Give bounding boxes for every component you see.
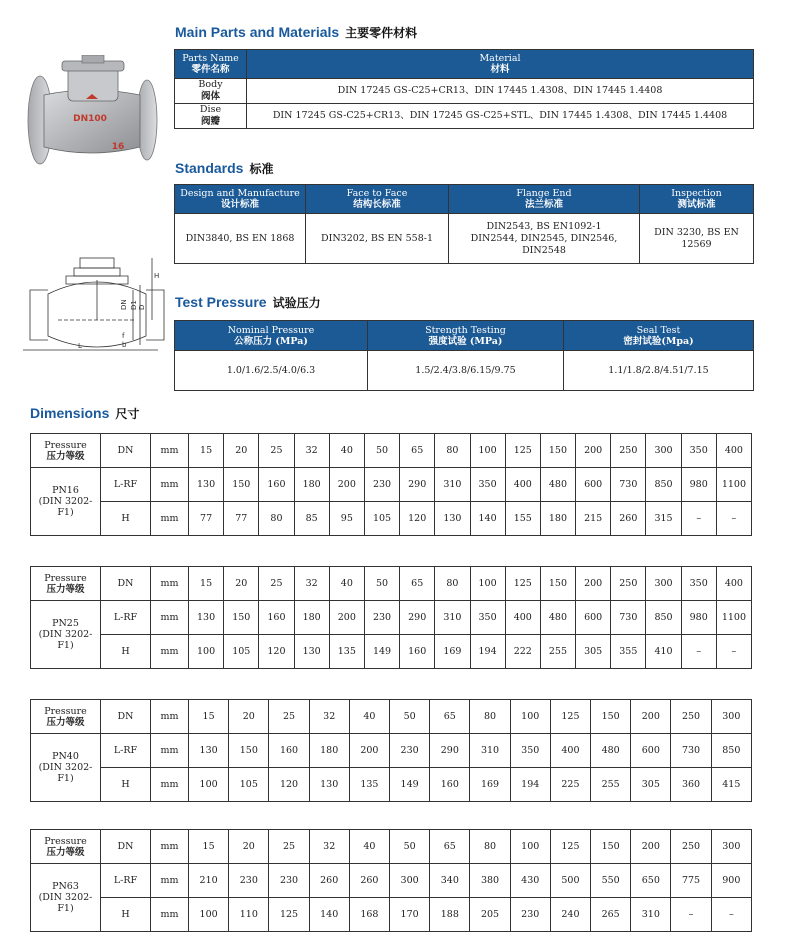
h-cell: 77 [224,502,259,536]
l-cell: 380 [470,864,510,898]
main-parts-title-en: Main Parts and Materials [175,24,340,40]
l-cell: 900 [711,864,751,898]
h-cell: 77 [189,502,224,536]
unit-label: mm [151,864,189,898]
dimension-table [30,433,752,536]
unit-label: mm [151,601,189,635]
dn-cell: 150 [540,567,575,601]
dim-label-l: L [78,342,82,350]
h-cell: 360 [671,768,711,802]
dn-cell: 300 [646,567,681,601]
test-pressure-header: Strength Testing 强度试验 (MPa) [368,321,564,351]
pressure-class-label: PN40 (DIN 3202-F1) [31,734,101,802]
h-cell: 105 [229,768,269,802]
h-cell: 355 [611,635,646,669]
row-label-l: L-RF [101,468,151,502]
l-cell: 290 [430,734,470,768]
h-cell: 240 [550,898,590,932]
dn-cell: 15 [189,830,229,864]
row-label-h: H [101,635,151,669]
table-row: DIN3840, BS EN 1868 DIN3202, BS EN 558-1 DIN2543, BS EN1092-1 DIN2544, DIN2545, DIN2546, DIN2548 DIN 3230, BS EN 12569 [175,214,754,264]
valve-drawing [18,250,168,365]
pressure-class-label: PN25 (DIN 3202-F1) [31,601,101,669]
dn-cell: 15 [189,567,224,601]
test-pressure-title-cn: 试验压力 [272,296,321,310]
row-label-h: H [101,898,151,932]
dn-cell: 32 [294,567,329,601]
dn-cell: 40 [329,434,364,468]
standards-title-cn: 标准 [249,162,274,176]
h-cell: 305 [631,768,671,802]
valve-marking-pn: 16 [111,142,125,152]
h-cell: 255 [591,768,631,802]
dn-cell: 80 [470,830,510,864]
standards-header: Flange End 法兰标准 [449,185,640,214]
standards-title-en: Standards [175,160,244,176]
table-row [31,567,752,601]
l-cell: 600 [631,734,671,768]
h-cell: 95 [329,502,364,536]
standards-header: Face to Face 结构长标准 [306,185,449,214]
l-cell: 160 [259,468,294,502]
dn-cell: 250 [671,700,711,734]
valve-marking-dn: DN100 [73,114,107,124]
h-cell: 135 [329,635,364,669]
parts-name-header: Parts Name 零件名称 [175,50,247,79]
h-cell: 315 [646,502,681,536]
h-cell: 130 [309,768,349,802]
dn-cell: 200 [576,434,611,468]
h-cell: 168 [349,898,389,932]
l-cell: 310 [435,601,470,635]
h-cell: 255 [540,635,575,669]
unit-label: mm [151,567,189,601]
dn-cell: 125 [550,830,590,864]
test-pressure-header: Seal Test 密封试验(Mpa) [564,321,754,351]
table-row [31,864,752,898]
dimensions-title-en: Dimensions [30,405,110,421]
dn-cell: 300 [646,434,681,468]
dn-cell: 32 [309,700,349,734]
h-cell: 205 [470,898,510,932]
unit-label: mm [151,635,189,669]
h-cell: 160 [400,635,435,669]
l-cell: 310 [470,734,510,768]
row-label-l: L-RF [101,734,151,768]
dimension-table [30,699,752,802]
h-cell: – [716,502,751,536]
unit-label: mm [151,700,189,734]
l-cell: 160 [259,601,294,635]
table-row: 1.0/1.6/2.5/4.0/6.3 1.5/2.4/3.8/6.15/9.75 1.1/1.8/2.8/4.51/7.15 [175,351,754,391]
dn-cell: 100 [510,700,550,734]
dim-label-d1: D1 [130,300,138,310]
dn-cell: 80 [435,434,470,468]
h-cell: 410 [646,635,681,669]
l-cell: 850 [646,468,681,502]
l-cell: 480 [540,601,575,635]
test-pressure-title [175,294,321,311]
l-cell: 480 [591,734,631,768]
main-parts-title [175,24,417,41]
pressure-label: Pressure 压力等级 [31,830,101,864]
l-cell: 500 [550,864,590,898]
test-pressure-table [174,320,754,391]
dn-cell: 250 [671,830,711,864]
h-cell: – [671,898,711,932]
l-cell: 290 [400,468,435,502]
unit-label: mm [151,768,189,802]
dn-cell: 40 [349,830,389,864]
l-cell: 230 [269,864,309,898]
l-cell: 650 [631,864,671,898]
dim-label-dn: DN [120,299,128,310]
dn-cell: 80 [435,567,470,601]
dn-cell: 300 [711,830,751,864]
dimensions-title-cn: 尺寸 [115,407,140,421]
table-row [31,468,752,502]
dim-label-d: D [138,304,146,310]
row-label-dn: DN [101,700,151,734]
h-cell: 194 [510,768,550,802]
row-label-dn: DN [101,567,151,601]
dn-cell: 200 [631,700,671,734]
table-row: Dise 阀瓣 DIN 17245 GS-C25+CR13、DIN 17245 GS-C25+STL、DIN 17445 1.4308、DIN 17445 1.4408 [175,104,754,129]
dn-cell: 350 [681,434,716,468]
h-cell: 188 [430,898,470,932]
l-cell: 230 [390,734,430,768]
dn-cell: 125 [505,434,540,468]
dn-cell: 65 [400,567,435,601]
dn-cell: 50 [364,567,399,601]
l-cell: 310 [435,468,470,502]
table-row [31,601,752,635]
table-row [31,434,752,468]
standards-title [175,160,273,177]
h-cell: 120 [269,768,309,802]
row-label-l: L-RF [101,864,151,898]
dn-cell: 150 [591,830,631,864]
l-cell: 260 [309,864,349,898]
standards-header: Design and Manufacture 设计标准 [175,185,306,214]
dn-cell: 150 [591,700,631,734]
l-cell: 180 [294,601,329,635]
h-cell: 230 [510,898,550,932]
h-cell: 180 [540,502,575,536]
unit-label: mm [151,830,189,864]
main-parts-table [174,49,754,129]
pressure-label: Pressure 压力等级 [31,700,101,734]
dn-cell: 80 [470,700,510,734]
l-cell: 230 [364,468,399,502]
l-cell: 980 [681,601,716,635]
h-cell: 260 [611,502,646,536]
h-cell: 80 [259,502,294,536]
table-row [31,635,752,669]
h-cell: 225 [550,768,590,802]
h-cell: 415 [711,768,751,802]
l-cell: 550 [591,864,631,898]
h-cell: 135 [349,768,389,802]
dn-cell: 400 [716,434,751,468]
h-cell: 100 [189,635,224,669]
table-row [31,768,752,802]
h-cell: 130 [294,635,329,669]
dn-cell: 50 [390,830,430,864]
l-cell: 350 [470,601,505,635]
dn-cell: 20 [224,567,259,601]
l-cell: 210 [189,864,229,898]
test-pressure-header: Nominal Pressure 公称压力 (MPa) [175,321,368,351]
l-cell: 775 [671,864,711,898]
unit-label: mm [151,898,189,932]
l-cell: 400 [505,601,540,635]
h-cell: 194 [470,635,505,669]
h-cell: 85 [294,502,329,536]
dn-cell: 40 [329,567,364,601]
h-cell: 265 [591,898,631,932]
dimension-table [30,566,752,669]
pressure-class-label: PN63 (DIN 3202-F1) [31,864,101,932]
dn-cell: 20 [229,830,269,864]
dn-cell: 250 [611,567,646,601]
h-cell: 149 [390,768,430,802]
l-cell: 200 [329,468,364,502]
h-cell: 310 [631,898,671,932]
dimension-table [30,829,752,932]
table-row [31,830,752,864]
dimensions-title [30,405,139,422]
h-cell: 215 [576,502,611,536]
pressure-class-label: PN16 (DIN 3202-F1) [31,468,101,536]
table-row [31,502,752,536]
unit-label: mm [151,468,189,502]
unit-label: mm [151,502,189,536]
valve-photo [20,55,170,175]
dn-cell: 32 [294,434,329,468]
dn-cell: 15 [189,700,229,734]
l-cell: 150 [224,601,259,635]
l-cell: 260 [349,864,389,898]
l-cell: 600 [576,468,611,502]
dn-cell: 250 [611,434,646,468]
h-cell: 125 [269,898,309,932]
h-cell: – [711,898,751,932]
l-cell: 300 [390,864,430,898]
h-cell: 120 [400,502,435,536]
l-cell: 130 [189,601,224,635]
l-cell: 850 [711,734,751,768]
dn-cell: 40 [349,700,389,734]
dn-cell: 32 [309,830,349,864]
l-cell: 730 [611,468,646,502]
h-cell: 305 [576,635,611,669]
l-cell: 730 [671,734,711,768]
h-cell: 170 [390,898,430,932]
test-pressure-title-en: Test Pressure [175,294,267,310]
l-cell: 130 [189,468,224,502]
l-cell: 160 [269,734,309,768]
h-cell: 149 [364,635,399,669]
l-cell: 1100 [716,468,751,502]
unit-label: mm [151,434,189,468]
h-cell: 160 [430,768,470,802]
l-cell: 400 [505,468,540,502]
dn-cell: 100 [470,567,505,601]
pressure-label: Pressure 压力等级 [31,567,101,601]
l-cell: 200 [329,601,364,635]
l-cell: 480 [540,468,575,502]
l-cell: 350 [510,734,550,768]
row-label-h: H [101,502,151,536]
dim-label-h: H [154,272,160,280]
l-cell: 1100 [716,601,751,635]
dn-cell: 25 [259,567,294,601]
l-cell: 200 [349,734,389,768]
h-cell: 120 [259,635,294,669]
l-cell: 230 [229,864,269,898]
h-cell: 169 [470,768,510,802]
l-cell: 400 [550,734,590,768]
unit-label: mm [151,734,189,768]
h-cell: 105 [224,635,259,669]
h-cell: 105 [364,502,399,536]
l-cell: 600 [576,601,611,635]
dim-label-b: b [122,341,127,349]
table-row [31,898,752,932]
standards-header: Inspection 测试标准 [640,185,754,214]
dn-cell: 50 [364,434,399,468]
dn-cell: 20 [229,700,269,734]
dn-cell: 300 [711,700,751,734]
row-label-dn: DN [101,434,151,468]
l-cell: 230 [364,601,399,635]
dn-cell: 125 [550,700,590,734]
dn-cell: 65 [430,700,470,734]
row-label-dn: DN [101,830,151,864]
row-label-h: H [101,768,151,802]
dn-cell: 20 [224,434,259,468]
h-cell: – [681,502,716,536]
dn-cell: 125 [505,567,540,601]
standards-table [174,184,754,264]
dn-cell: 65 [400,434,435,468]
dn-cell: 350 [681,567,716,601]
pressure-label: Pressure 压力等级 [31,434,101,468]
l-cell: 130 [189,734,229,768]
h-cell: 100 [189,768,229,802]
main-parts-title-cn: 主要零件材料 [345,26,418,40]
dn-cell: 25 [269,830,309,864]
l-cell: 980 [681,468,716,502]
h-cell: 222 [505,635,540,669]
l-cell: 150 [229,734,269,768]
dn-cell: 200 [631,830,671,864]
l-cell: 350 [470,468,505,502]
h-cell: – [681,635,716,669]
dn-cell: 400 [716,567,751,601]
l-cell: 430 [510,864,550,898]
l-cell: 850 [646,601,681,635]
row-label-l: L-RF [101,601,151,635]
l-cell: 180 [294,468,329,502]
dim-label-f: f [122,332,125,340]
h-cell: 140 [309,898,349,932]
dn-cell: 25 [259,434,294,468]
dn-cell: 25 [269,700,309,734]
h-cell: 169 [435,635,470,669]
l-cell: 150 [224,468,259,502]
h-cell: 110 [229,898,269,932]
h-cell: 155 [505,502,540,536]
table-row [31,700,752,734]
dn-cell: 100 [510,830,550,864]
l-cell: 340 [430,864,470,898]
h-cell: 140 [470,502,505,536]
dn-cell: 50 [390,700,430,734]
dn-cell: 200 [576,567,611,601]
h-cell: 130 [435,502,470,536]
dn-cell: 150 [540,434,575,468]
material-header: Material 材料 [247,50,754,79]
dn-cell: 65 [430,830,470,864]
h-cell: 100 [189,898,229,932]
dn-cell: 15 [189,434,224,468]
l-cell: 290 [400,601,435,635]
table-row [31,734,752,768]
l-cell: 180 [309,734,349,768]
h-cell: – [716,635,751,669]
l-cell: 730 [611,601,646,635]
table-row: Body 阀体 DIN 17245 GS-C25+CR13、DIN 17445 1.4308、DIN 17445 1.4408 [175,79,754,104]
dn-cell: 100 [470,434,505,468]
